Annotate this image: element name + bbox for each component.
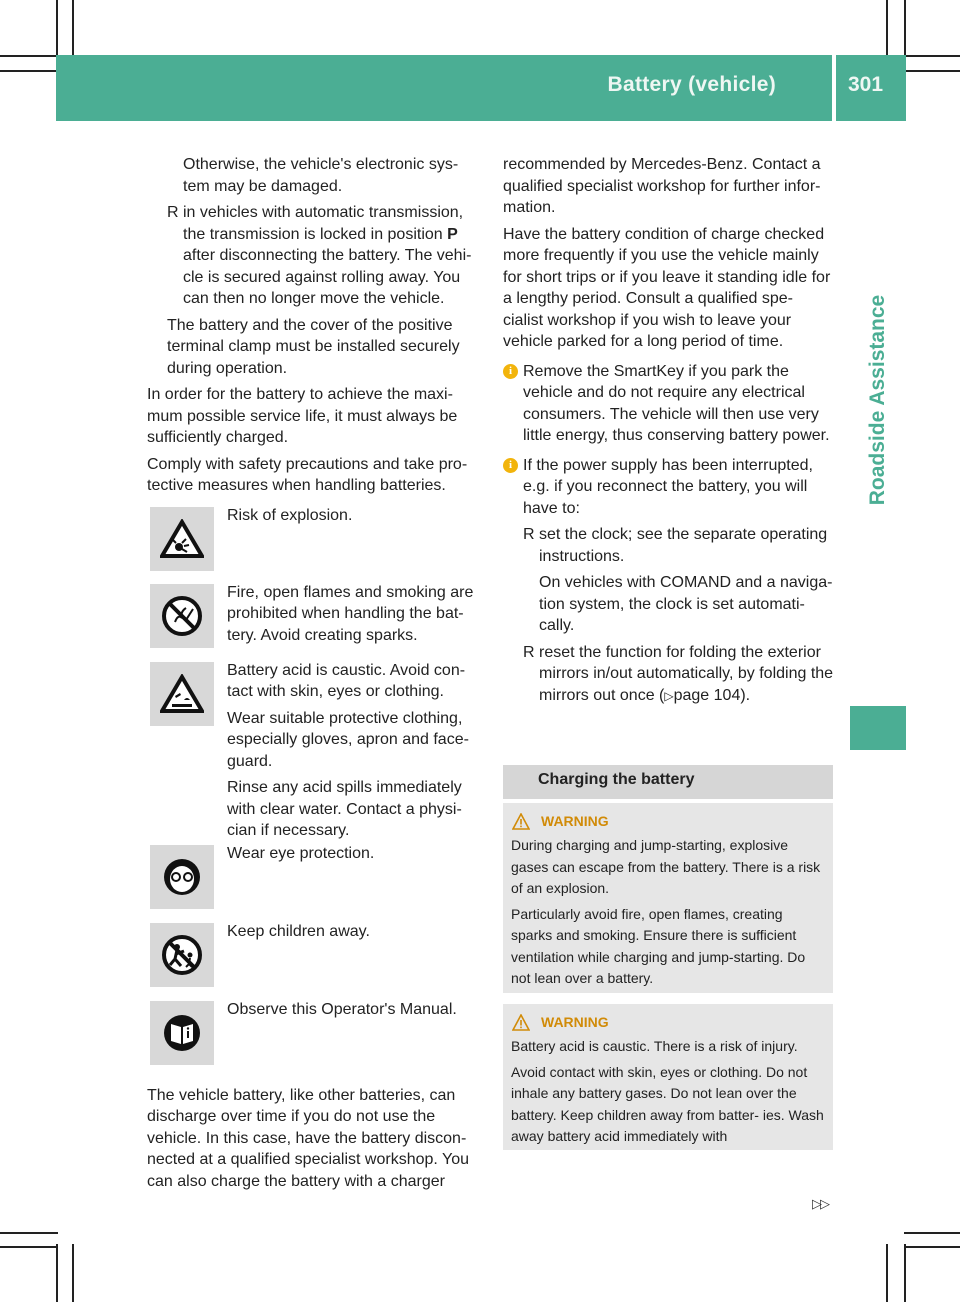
info-text: If the power supply has been interrupted, e.g. if you reconnect the battery, you will have to:: [523, 456, 813, 517]
crop-mark: [904, 0, 906, 58]
crop-mark: [904, 70, 960, 72]
crop-mark: [0, 1246, 58, 1248]
info-note: [503, 455, 835, 520]
bullet-text: set the clock; see the separate operating instructions.: [539, 526, 828, 565]
info-marker: i: [508, 364, 513, 377]
crop-mark: [0, 1232, 58, 1234]
symbol-text: [227, 582, 487, 652]
header-divider: [832, 55, 836, 121]
info-marker: i: [508, 458, 513, 471]
list-item: [503, 642, 835, 708]
bullet-marker: R: [523, 643, 535, 661]
warning-text: During charging and jump-starting, explosive gases can escape from the battery. There is a risk of an explosion.: [511, 837, 821, 896]
warning-heading: [511, 1012, 827, 1036]
paragraph: On vehicles with COMAND and a naviga- tion system, the clock is set automati- cally.: [539, 574, 833, 634]
crop-mark: [72, 0, 74, 58]
symbol-row: [147, 845, 482, 923]
info-note: [503, 361, 835, 447]
warning-text: Avoid contact with skin, eyes or clothing. Do not inhale any battery gases. Do not lean over the battery. Keep children away from batter- ies. Wash away battery acid immediately with: [511, 1063, 824, 1144]
gear-position: P: [447, 225, 458, 243]
crop-mark: [904, 1232, 960, 1234]
info-text: Remove the SmartKey if you park the vehicle and do not require any electrical consumers. The vehicle will then use very little energy, thus conserving battery power.: [523, 362, 830, 444]
bullet-text: in vehicles with automatic transmission, the transmission is locked in position: [183, 204, 464, 243]
crop-mark: [0, 55, 58, 57]
bullet-text: reset the function for folding the exterior mirrors in/out automatically, by folding the mirrors out once (: [539, 643, 834, 704]
symbol-text: [227, 921, 487, 948]
symbol-caption: Wear suitable protective clothing, especially gloves, apron and face- guard.: [227, 709, 469, 770]
section-heading: Charging the battery: [503, 765, 833, 799]
warning-triangle-icon: [512, 813, 530, 830]
eye-protection-icon: [150, 845, 214, 909]
text-line: Otherwise, the vehicle's electronic sys-: [183, 156, 459, 173]
symbol-row: [147, 584, 482, 662]
symbol-caption: Battery acid is caustic. Avoid con- tact with skin, eyes or clothing.: [227, 661, 466, 700]
info-icon: [503, 364, 518, 379]
page-reference-arrow-icon: ▷: [664, 688, 674, 703]
explosion-warning-icon: [150, 507, 214, 571]
warning-label: WARNING: [541, 1014, 609, 1030]
corrosive-warning-icon: [150, 662, 214, 726]
symbol-text: [227, 505, 487, 532]
crop-mark: [56, 1244, 58, 1302]
section-title: Battery (vehicle): [607, 73, 776, 96]
paragraph: In order for the battery to achieve the maxi- mum possible service life, it must always be sufficiently charged.: [147, 386, 458, 446]
paragraph: The battery and the cover of the positive terminal clamp must be installed securely during operation.: [167, 316, 460, 377]
warning-box: [503, 1004, 833, 1150]
symbol-caption: Keep children away.: [227, 922, 370, 940]
warning-label: WARNING: [541, 813, 609, 829]
warning-text: Battery acid is caustic. There is a risk of injury.: [511, 1038, 798, 1054]
symbol-caption: Risk of explosion.: [227, 506, 353, 524]
crop-mark: [56, 0, 58, 58]
no-fire-icon: [150, 584, 214, 648]
symbol-text: [227, 999, 487, 1026]
symbol-row: [147, 507, 482, 584]
symbol-caption: Observe this Operator's Manual.: [227, 1000, 457, 1018]
symbol-row: [147, 923, 482, 1001]
continue-arrows-icon: ▷▷: [812, 1196, 828, 1211]
page-header: [56, 55, 906, 121]
bullet-marker: R: [523, 526, 535, 543]
list-item: [147, 202, 482, 310]
symbol-row: [147, 1001, 482, 1081]
right-column: [503, 154, 835, 712]
list-item: [503, 524, 835, 567]
info-icon: [503, 458, 518, 473]
crop-mark: [904, 55, 960, 57]
crop-mark: [886, 1244, 888, 1302]
crop-mark: [72, 1244, 74, 1302]
bullet-marker: R: [167, 204, 179, 221]
crop-mark: [904, 1246, 960, 1248]
symbol-text: [227, 660, 487, 847]
paragraph: recommended by Mercedes-Benz. Contact a qualified specialist workshop for further infor- mation.: [503, 156, 821, 216]
symbol-row: [147, 662, 482, 845]
left-column: [147, 154, 482, 1197]
crop-mark: [886, 0, 888, 58]
keep-children-away-icon: [150, 923, 214, 987]
side-tab-label: Roadside Assistance: [866, 294, 889, 506]
text-line: tem may be damaged.: [183, 177, 343, 195]
paragraph: Comply with safety precautions and take pro- tective measures when handling batteries.: [147, 455, 468, 494]
continued-text: [147, 154, 482, 197]
paragraph: Have the battery condition of charge checked more frequently if you use the vehicle mainly for short trips or if you leave it standing idle for a lengthy period. Consult a qualified spe- cialist workshop if you wish to leave your vehicle parked for a long period of time.: [503, 225, 831, 350]
symbol-caption: Rinse any acid spills immediately with clear water. Contact a physi- cian if necessary.: [227, 779, 462, 839]
crop-mark: [0, 70, 58, 72]
page-number: 301: [848, 73, 884, 96]
page-reference-link[interactable]: page 104).: [673, 686, 751, 704]
symbol-caption: Wear eye protection.: [227, 844, 375, 862]
warning-text: Particularly avoid fire, open flames, creating sparks and smoking. Ensure there is sufficient ventilation while charging and jump-starting. Do not lean over a battery.: [511, 905, 806, 986]
manual-icon: [150, 1001, 214, 1065]
warning-triangle-icon: [512, 1014, 530, 1031]
bullet-text: after disconnecting the battery. The vehi- cle is secured against rolling away. You can then no longer move the vehicle.: [183, 247, 472, 307]
side-tab-marker: [850, 706, 906, 750]
symbol-caption: Fire, open flames and smoking are prohibited when handling the bat- tery. Avoid creating sparks.: [227, 583, 474, 644]
warning-box: [503, 803, 833, 993]
paragraph: The vehicle battery, like other batteries, can discharge over time if you do not use the vehicle. In this case, have the battery discon- nected at a qualified specialist workshop. You can also charge the battery with a charger: [147, 1086, 469, 1190]
symbol-list: [147, 507, 482, 1081]
symbol-text: [227, 843, 487, 870]
crop-mark: [904, 1244, 906, 1302]
warning-heading: [511, 811, 827, 835]
